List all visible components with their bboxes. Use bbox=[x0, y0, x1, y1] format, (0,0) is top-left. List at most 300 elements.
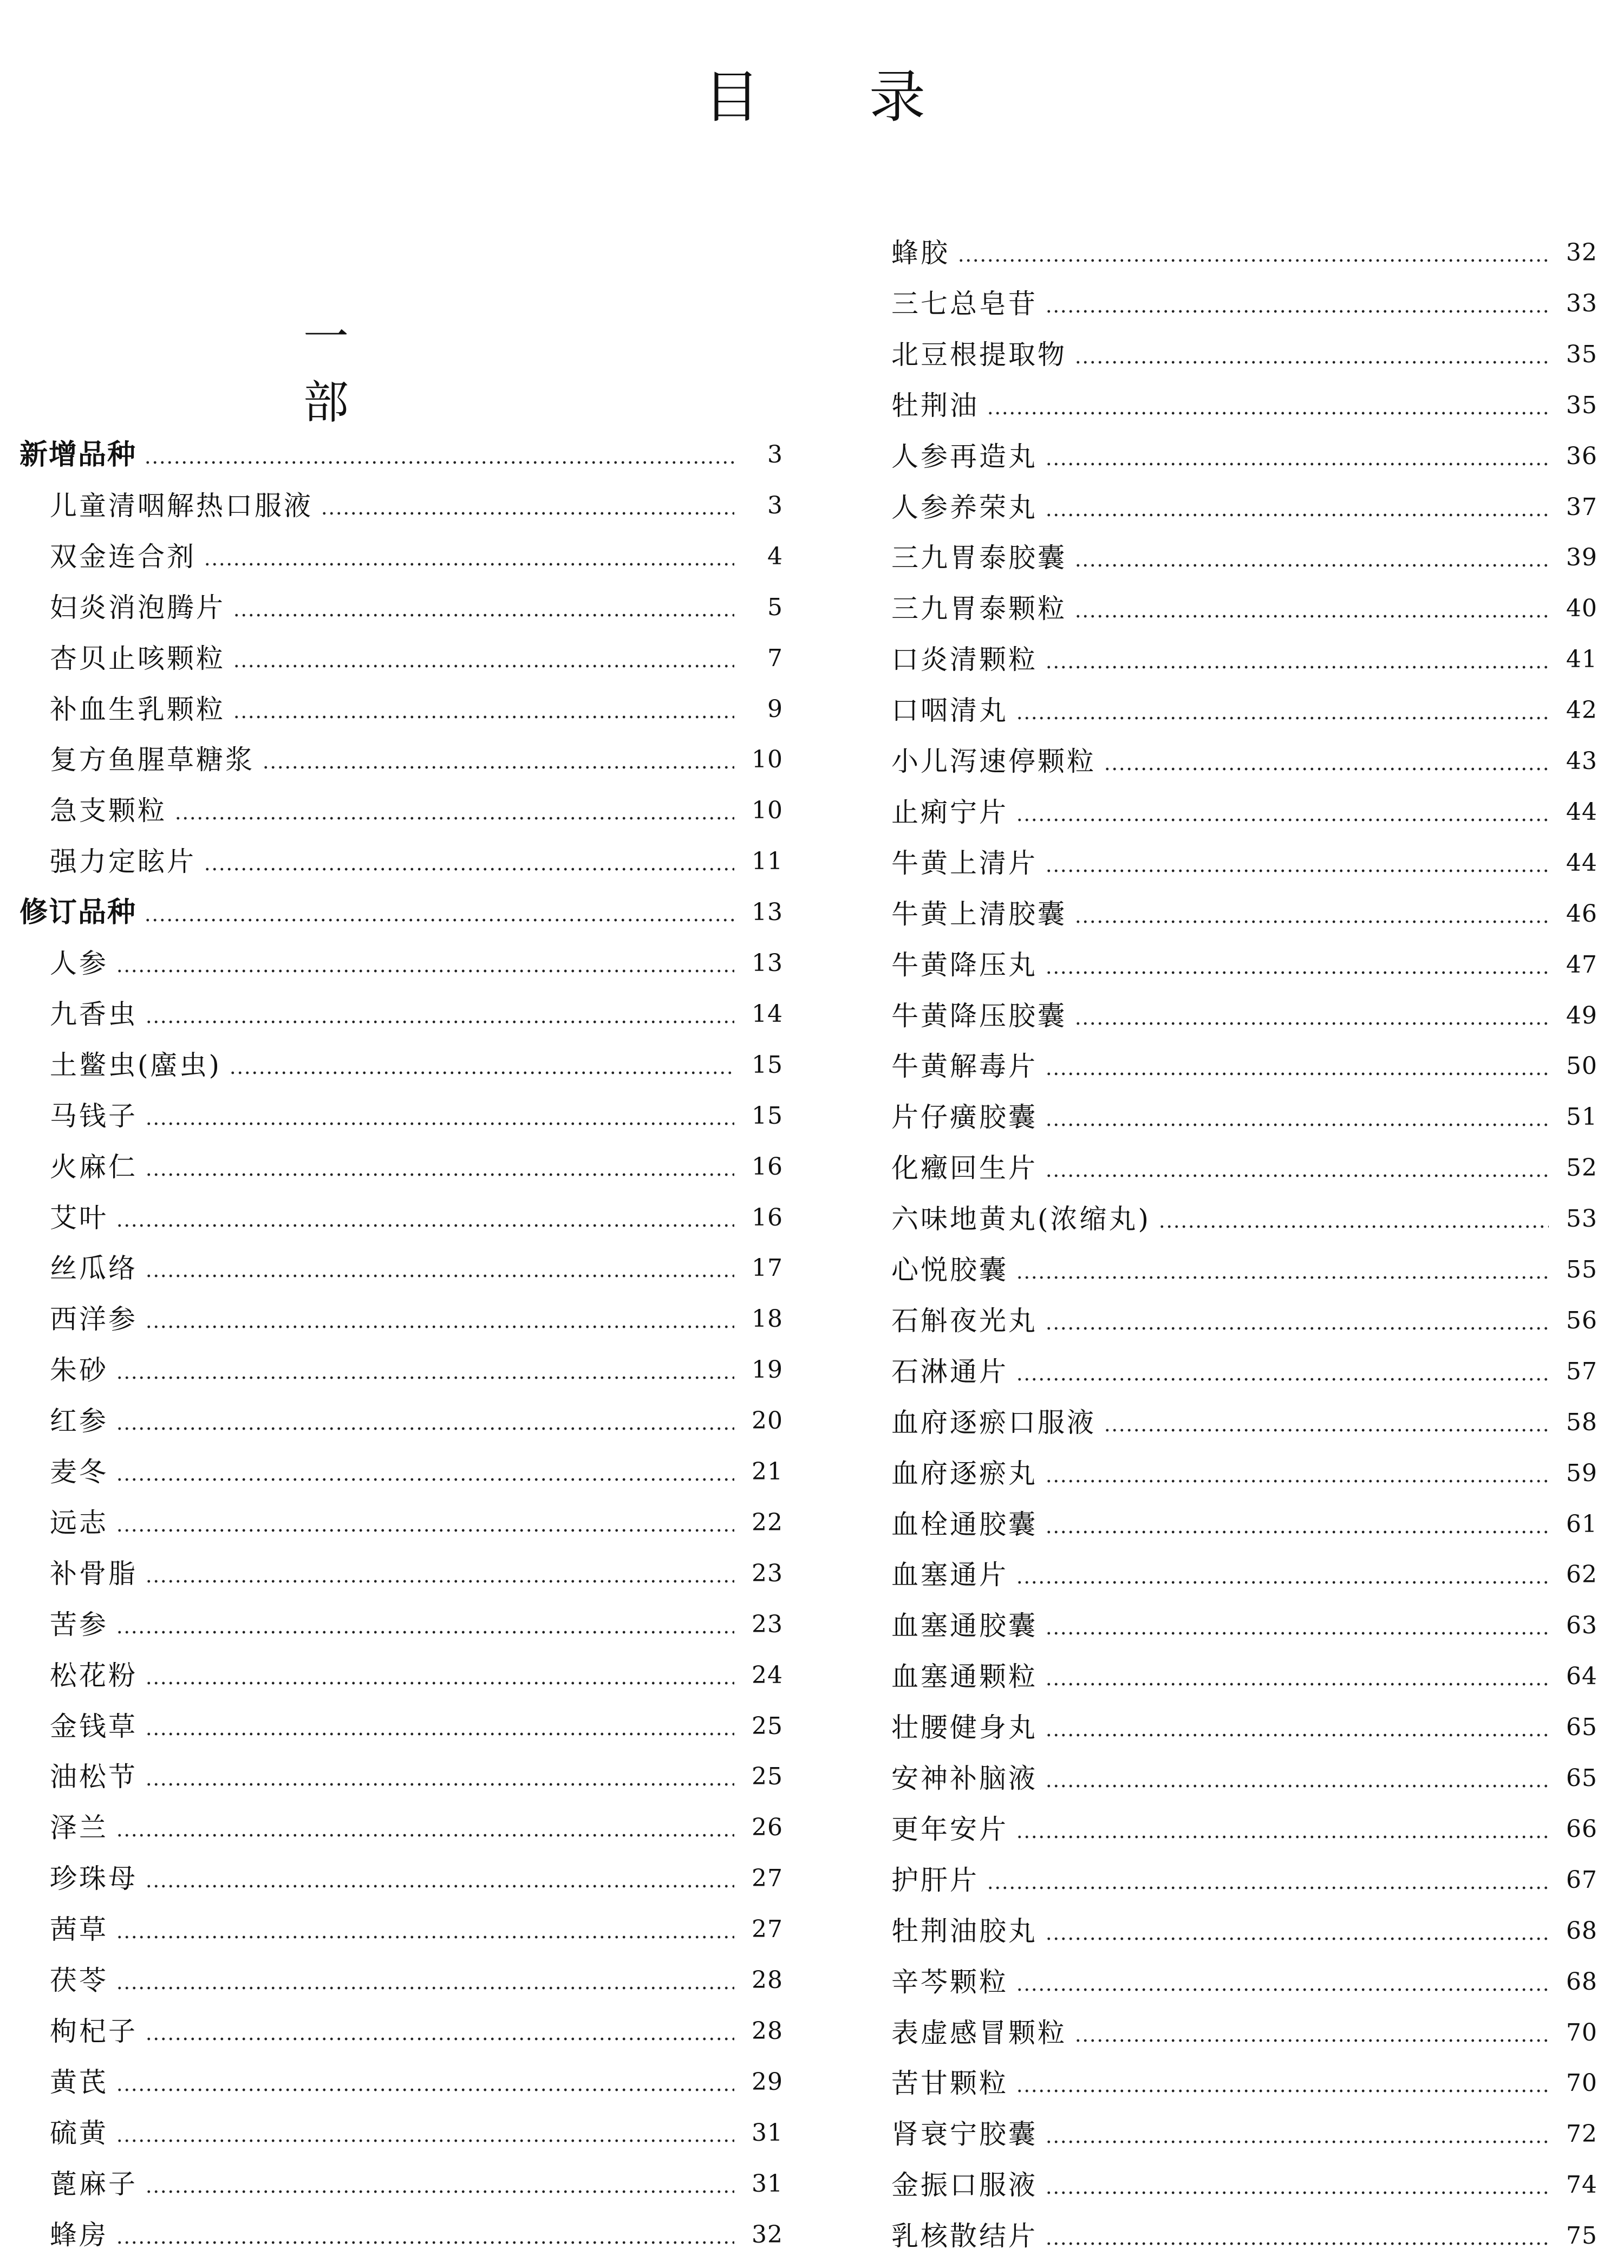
toc-leader-dots bbox=[145, 1732, 734, 1736]
page-title-char-1: 目 bbox=[703, 64, 761, 130]
toc-entry-label: 三七总皂苷 bbox=[891, 288, 1038, 320]
toc-page-number: 47 bbox=[1566, 950, 1597, 979]
toc-leader-dots bbox=[116, 2241, 734, 2244]
toc-entry[interactable] bbox=[19, 1199, 783, 1237]
toc-entry-label: 化癥回生片 bbox=[891, 1152, 1038, 1184]
toc-leader-dots bbox=[174, 817, 734, 820]
toc-entry-label: 黄芪 bbox=[50, 2066, 108, 2098]
toc-entry-label: 红参 bbox=[50, 1405, 108, 1437]
toc-entry-label: 口炎清颗粒 bbox=[891, 644, 1038, 676]
toc-entry[interactable] bbox=[19, 1860, 783, 1898]
toc-entry-label: 金振口服液 bbox=[891, 2169, 1038, 2201]
toc-page-number: 70 bbox=[1566, 2018, 1597, 2047]
toc-entry[interactable] bbox=[861, 2014, 1597, 2052]
toc-entry-label: 止痢宁片 bbox=[891, 796, 1008, 828]
toc-leader-dots bbox=[1016, 1988, 1549, 1991]
toc-entry-label: 血栓通胶囊 bbox=[891, 1508, 1038, 1540]
toc-entry[interactable] bbox=[19, 640, 783, 677]
toc-entry[interactable] bbox=[861, 2217, 1597, 2255]
toc-page-number: 43 bbox=[1566, 747, 1597, 775]
toc-page-number: 19 bbox=[752, 1356, 783, 1384]
toc-entry[interactable] bbox=[19, 2216, 783, 2254]
toc-entry-label: 急支颗粒 bbox=[50, 795, 167, 827]
toc-page-number: 75 bbox=[1566, 2222, 1597, 2250]
toc-leader-dots bbox=[1045, 2191, 1549, 2194]
toc-page-number: 56 bbox=[1566, 1306, 1597, 1334]
toc-page-number: 50 bbox=[1566, 1052, 1597, 1080]
toc-entry-label: 表虚感冒颗粒 bbox=[891, 2017, 1067, 2049]
toc-entry[interactable] bbox=[861, 844, 1597, 882]
toc-page-number: 27 bbox=[752, 1915, 783, 1944]
toc-entry[interactable] bbox=[19, 944, 783, 982]
toc-entry-label: 小儿泻速停颗粒 bbox=[891, 746, 1096, 777]
toc-leader-dots bbox=[1016, 818, 1549, 822]
toc-entry-label: 口咽清丸 bbox=[891, 695, 1008, 727]
page-title-char-2: 录 bbox=[869, 64, 927, 130]
toc-leader-dots bbox=[145, 1020, 734, 1024]
toc-page-number: 65 bbox=[1566, 1764, 1597, 1792]
toc-entry[interactable] bbox=[861, 793, 1597, 831]
toc-entry[interactable] bbox=[19, 1097, 783, 1135]
toc-page-number: 57 bbox=[1566, 1357, 1597, 1385]
toc-entry-label: 硫黄 bbox=[50, 2117, 108, 2149]
toc-entry[interactable] bbox=[861, 1709, 1597, 1746]
toc-entry-label: 补血生乳颗粒 bbox=[50, 693, 225, 725]
toc-entry-label: 复方鱼腥草糖浆 bbox=[50, 744, 255, 776]
toc-page-number: 41 bbox=[1566, 646, 1597, 674]
toc-leader-dots bbox=[145, 1580, 734, 1583]
toc-page-number: 36 bbox=[1566, 442, 1597, 470]
toc-leader-dots bbox=[957, 259, 1549, 262]
toc-leader-dots bbox=[1045, 1683, 1549, 1686]
toc-leader-dots bbox=[1045, 513, 1549, 517]
toc-page-number: 7 bbox=[767, 644, 783, 672]
toc-section-heading[interactable] bbox=[19, 894, 783, 931]
toc-entry-label: 西洋参 bbox=[50, 1304, 138, 1335]
toc-entry-label: 六味地黄丸(浓缩丸) bbox=[891, 1203, 1151, 1235]
toc-leader-dots bbox=[1074, 920, 1549, 923]
toc-leader-dots bbox=[1016, 2089, 1549, 2093]
toc-leader-dots bbox=[1045, 971, 1549, 974]
toc-entry-label: 更年安片 bbox=[891, 1813, 1008, 1845]
toc-leader-dots bbox=[233, 664, 734, 668]
toc-entry[interactable] bbox=[19, 1402, 783, 1440]
toc-page-number: 35 bbox=[1566, 340, 1597, 368]
toc-leader-dots bbox=[1045, 1480, 1549, 1483]
toc-page-number: 5 bbox=[767, 593, 783, 621]
toc-entry[interactable] bbox=[861, 895, 1597, 933]
toc-page-number: 14 bbox=[752, 1000, 783, 1028]
toc-page-number: 21 bbox=[752, 1458, 783, 1485]
toc-page-number: 66 bbox=[1566, 1815, 1597, 1843]
toc-page-number: 20 bbox=[752, 1407, 783, 1435]
toc-entry[interactable] bbox=[861, 1455, 1597, 1493]
toc-leader-dots bbox=[145, 1885, 734, 1888]
toc-leader-dots bbox=[1045, 1174, 1549, 1177]
toc-entry[interactable] bbox=[861, 1658, 1597, 1696]
toc-entry[interactable] bbox=[861, 387, 1597, 425]
toc-page-number: 32 bbox=[1566, 239, 1597, 266]
toc-entry-label: 新增品种 bbox=[19, 439, 137, 471]
toc-page-number: 13 bbox=[752, 949, 783, 977]
toc-entry-label: 牛黄上清片 bbox=[891, 847, 1038, 879]
toc-entry[interactable] bbox=[861, 488, 1597, 526]
toc-page-number: 3 bbox=[767, 441, 783, 468]
toc-leader-dots bbox=[1074, 1022, 1549, 1025]
toc-entry-label: 人参再造丸 bbox=[891, 440, 1038, 472]
toc-entry[interactable] bbox=[19, 589, 783, 627]
toc-entry[interactable] bbox=[19, 792, 783, 830]
toc-leader-dots bbox=[116, 1986, 734, 1990]
toc-leader-dots bbox=[1045, 1123, 1549, 1126]
toc-entry[interactable] bbox=[19, 1809, 783, 1847]
toc-entry[interactable] bbox=[19, 1249, 783, 1287]
toc-leader-dots bbox=[229, 1071, 734, 1074]
toc-entry[interactable] bbox=[861, 336, 1597, 374]
toc-page-number: 23 bbox=[752, 1610, 783, 1638]
toc-leader-dots bbox=[987, 1886, 1549, 1889]
toc-entry-label: 艾叶 bbox=[50, 1202, 108, 1234]
toc-page-number: 72 bbox=[1566, 2120, 1597, 2148]
toc-leader-dots bbox=[1045, 1072, 1549, 1076]
toc-entry-label: 双金连合剂 bbox=[50, 540, 196, 572]
toc-leader-dots bbox=[116, 969, 734, 973]
toc-entry[interactable] bbox=[19, 1300, 783, 1338]
toc-leader-dots bbox=[233, 614, 734, 617]
toc-page-number: 10 bbox=[752, 746, 783, 774]
toc-entry[interactable] bbox=[861, 2115, 1597, 2153]
toc-entry[interactable] bbox=[861, 946, 1597, 984]
toc-entry-label: 儿童清咽解热口服液 bbox=[50, 490, 313, 522]
toc-entry[interactable] bbox=[861, 2064, 1597, 2102]
toc-leader-dots bbox=[145, 1682, 734, 1685]
toc-leader-dots bbox=[1045, 1632, 1549, 1635]
toc-entry-label: 强力定眩片 bbox=[50, 846, 196, 878]
toc-entry-label: 乳核散结片 bbox=[891, 2220, 1038, 2252]
toc-entry-label: 牡荆油胶丸 bbox=[891, 1915, 1038, 1947]
toc-leader-dots bbox=[1074, 2039, 1549, 2042]
toc-page-number: 42 bbox=[1566, 696, 1597, 725]
toc-page-number: 25 bbox=[752, 1763, 783, 1791]
toc-entry-label: 蜂胶 bbox=[891, 237, 950, 269]
toc-page-number: 15 bbox=[752, 1102, 783, 1130]
toc-leader-dots bbox=[1074, 615, 1549, 618]
toc-leader-dots bbox=[1045, 1327, 1549, 1330]
toc-entry[interactable] bbox=[861, 2166, 1597, 2204]
toc-entry[interactable] bbox=[861, 285, 1597, 323]
toc-leader-dots bbox=[233, 715, 734, 719]
toc-page-number: 16 bbox=[752, 1203, 783, 1231]
toc-entry-label: 麦冬 bbox=[50, 1456, 108, 1488]
toc-page-number: 51 bbox=[1566, 1103, 1597, 1131]
toc-leader-dots bbox=[1158, 1225, 1549, 1228]
toc-entry[interactable] bbox=[19, 1504, 783, 1542]
toc-entry-label: 片仔癀胶囊 bbox=[891, 1102, 1038, 1133]
toc-entry-label: 朱砂 bbox=[50, 1354, 108, 1386]
toc-page-number: 10 bbox=[752, 797, 783, 825]
toc-page-number: 18 bbox=[752, 1305, 783, 1333]
toc-entry[interactable] bbox=[861, 590, 1597, 628]
toc-entry[interactable] bbox=[19, 741, 783, 779]
toc-page-number: 74 bbox=[1566, 2171, 1597, 2199]
toc-leader-dots bbox=[116, 1529, 734, 1532]
part-heading bbox=[303, 301, 520, 432]
toc-entry-label: 补骨脂 bbox=[50, 1557, 138, 1589]
toc-entry-label: 珍珠母 bbox=[50, 1863, 138, 1895]
toc-entry[interactable] bbox=[861, 1759, 1597, 1797]
toc-entry[interactable] bbox=[19, 995, 783, 1033]
part-heading-char-2: 部 bbox=[303, 376, 349, 429]
toc-page-number: 29 bbox=[752, 2068, 783, 2096]
toc-entry[interactable] bbox=[861, 1200, 1597, 1238]
toc-page-number: 3 bbox=[767, 491, 783, 519]
toc-leader-dots bbox=[116, 2088, 734, 2091]
toc-entry[interactable] bbox=[861, 1963, 1597, 2001]
toc-page-number: 44 bbox=[1566, 798, 1597, 826]
toc-entry-label: 人参养荣丸 bbox=[891, 491, 1038, 523]
toc-entry[interactable] bbox=[19, 538, 783, 576]
toc-entry[interactable] bbox=[19, 1453, 783, 1491]
toc-page-number: 32 bbox=[752, 2220, 783, 2249]
toc-page-number: 68 bbox=[1566, 1917, 1597, 1945]
toc-leader-dots bbox=[1074, 361, 1549, 364]
toc-entry-label: 金钱草 bbox=[50, 1710, 138, 1742]
toc-leader-dots bbox=[1045, 1784, 1549, 1788]
toc-entry[interactable] bbox=[861, 1861, 1597, 1899]
toc-page-number: 4 bbox=[767, 542, 783, 570]
toc-leader-dots bbox=[116, 1224, 734, 1227]
toc-page-number: 68 bbox=[1566, 1967, 1597, 1996]
toc-page-number: 23 bbox=[752, 1559, 783, 1587]
toc-entry[interactable] bbox=[19, 1911, 783, 1948]
toc-leader-dots bbox=[1104, 767, 1549, 771]
toc-leader-dots bbox=[145, 1173, 734, 1176]
toc-leader-dots bbox=[1045, 1530, 1549, 1534]
toc-leader-dots bbox=[145, 1783, 734, 1786]
toc-page-number: 37 bbox=[1566, 493, 1597, 521]
toc-page-number: 46 bbox=[1566, 900, 1597, 928]
toc-page-number: 65 bbox=[1566, 1713, 1597, 1742]
toc-page-number: 59 bbox=[1566, 1459, 1597, 1487]
toc-page-number: 52 bbox=[1566, 1154, 1597, 1182]
toc-page-number: 17 bbox=[752, 1254, 783, 1282]
toc-leader-dots bbox=[1045, 2242, 1549, 2245]
toc-entry[interactable] bbox=[861, 438, 1597, 475]
toc-leader-dots bbox=[1045, 462, 1549, 466]
toc-page-number: 11 bbox=[752, 848, 783, 876]
toc-entry[interactable] bbox=[861, 742, 1597, 780]
toc-page-number: 63 bbox=[1566, 1612, 1597, 1640]
toc-leader-dots bbox=[144, 918, 734, 922]
toc-entry-label: 人参 bbox=[50, 948, 108, 979]
toc-leader-dots bbox=[145, 1122, 734, 1125]
toc-leader-dots bbox=[1016, 1581, 1549, 1584]
toc-leader-dots bbox=[1045, 2140, 1549, 2143]
toc-entry-label: 北豆根提取物 bbox=[891, 338, 1067, 370]
toc-leader-dots bbox=[116, 2139, 734, 2142]
toc-page-number: 33 bbox=[1566, 289, 1597, 317]
toc-entry[interactable] bbox=[861, 641, 1597, 679]
toc-page-number: 61 bbox=[1566, 1510, 1597, 1538]
toc-entry[interactable] bbox=[19, 2114, 783, 2152]
toc-entry-label: 牛黄降压胶囊 bbox=[891, 1000, 1067, 1032]
toc-entry[interactable] bbox=[861, 1607, 1597, 1645]
toc-leader-dots bbox=[262, 766, 734, 769]
toc-entry-label: 火麻仁 bbox=[50, 1151, 138, 1183]
toc-entry-label: 油松节 bbox=[50, 1761, 138, 1793]
toc-leader-dots bbox=[1016, 716, 1549, 720]
toc-section-heading[interactable] bbox=[19, 436, 783, 474]
toc-entry-label: 牛黄降压丸 bbox=[891, 949, 1038, 981]
toc-page-number: 13 bbox=[752, 898, 783, 927]
toc-page-number: 26 bbox=[752, 1814, 783, 1842]
toc-entry-label: 肾衰宁胶囊 bbox=[891, 2119, 1038, 2150]
toc-entry-label: 三九胃泰胶囊 bbox=[891, 542, 1067, 574]
toc-entry[interactable] bbox=[19, 1606, 783, 1644]
toc-leader-dots bbox=[1074, 564, 1549, 567]
toc-entry[interactable] bbox=[19, 1961, 783, 1999]
toc-entry[interactable] bbox=[19, 843, 783, 881]
toc-page-number: 44 bbox=[1566, 849, 1597, 877]
toc-entry-label: 血塞通颗粒 bbox=[891, 1661, 1038, 1693]
toc-leader-dots bbox=[1045, 310, 1549, 313]
toc-page-number: 53 bbox=[1566, 1205, 1597, 1233]
toc-entry[interactable] bbox=[861, 1556, 1597, 1594]
toc-entry-label: 血府逐瘀口服液 bbox=[891, 1406, 1096, 1438]
toc-page-number: 27 bbox=[752, 1865, 783, 1893]
toc-entry-label: 远志 bbox=[50, 1507, 108, 1539]
toc-entry-label: 蓖麻子 bbox=[50, 2168, 138, 2200]
toc-page-number: 31 bbox=[752, 2169, 783, 2198]
toc-page-number: 39 bbox=[1566, 544, 1597, 572]
toc-page-number: 55 bbox=[1566, 1256, 1597, 1283]
toc-entry[interactable] bbox=[861, 692, 1597, 729]
toc-entry[interactable] bbox=[19, 1707, 783, 1745]
toc-page-number: 62 bbox=[1566, 1561, 1597, 1589]
toc-leader-dots bbox=[1016, 1378, 1549, 1381]
toc-leader-dots bbox=[1104, 1429, 1549, 1432]
toc-leader-dots bbox=[1016, 1835, 1549, 1839]
toc-page-number: 28 bbox=[752, 1966, 783, 1994]
toc-leader-dots bbox=[145, 1325, 734, 1328]
toc-entry[interactable] bbox=[861, 1404, 1597, 1442]
toc-entry[interactable] bbox=[861, 1912, 1597, 1950]
toc-leader-dots bbox=[204, 563, 734, 566]
toc-entry[interactable] bbox=[861, 1098, 1597, 1136]
toc-page-number: 35 bbox=[1566, 391, 1597, 419]
toc-entry-label: 石斛夜光丸 bbox=[891, 1305, 1038, 1337]
toc-leader-dots bbox=[116, 1427, 734, 1430]
toc-entry[interactable] bbox=[19, 1555, 783, 1593]
toc-leader-dots bbox=[145, 1274, 734, 1278]
toc-page-number: 40 bbox=[1566, 595, 1597, 623]
toc-entry-label: 石淋通片 bbox=[891, 1355, 1008, 1387]
toc-entry[interactable] bbox=[19, 487, 783, 525]
toc-page-number: 22 bbox=[752, 1508, 783, 1536]
toc-entry[interactable] bbox=[861, 234, 1597, 272]
toc-entry[interactable] bbox=[19, 2063, 783, 2101]
toc-page-number: 25 bbox=[752, 1712, 783, 1740]
toc-entry[interactable] bbox=[861, 1149, 1597, 1187]
toc-entry-label: 泽兰 bbox=[50, 1812, 108, 1844]
toc-entry-label: 苦甘颗粒 bbox=[891, 2068, 1008, 2100]
toc-page-number: 28 bbox=[752, 2017, 783, 2045]
toc-entry[interactable] bbox=[19, 690, 783, 728]
toc-entry[interactable] bbox=[861, 1810, 1597, 1848]
toc-entry-label: 护肝片 bbox=[891, 1864, 979, 1896]
toc-entry-label: 壮腰健身丸 bbox=[891, 1712, 1038, 1744]
toc-entry-label: 妇炎消泡腾片 bbox=[50, 591, 225, 623]
toc-page-number: 31 bbox=[752, 2119, 783, 2147]
toc-leader-dots bbox=[145, 2037, 734, 2041]
toc-entry-label: 心悦胶囊 bbox=[891, 1254, 1008, 1286]
toc-page-number: 24 bbox=[752, 1661, 783, 1689]
toc-entry-label: 牛黄解毒片 bbox=[891, 1051, 1038, 1083]
toc-entry-label: 杏贝止咳颗粒 bbox=[50, 642, 225, 674]
toc-entry[interactable] bbox=[19, 1351, 783, 1389]
toc-entry[interactable] bbox=[861, 1353, 1597, 1391]
toc-leader-dots bbox=[116, 1478, 734, 1481]
toc-page-number: 16 bbox=[752, 1152, 783, 1181]
toc-entry-label: 枸杞子 bbox=[50, 2015, 138, 2047]
toc-leader-dots bbox=[145, 2190, 734, 2193]
toc-entry[interactable] bbox=[861, 539, 1597, 577]
toc-entry[interactable] bbox=[861, 997, 1597, 1035]
toc-entry-label: 松花粉 bbox=[50, 1659, 138, 1691]
toc-leader-dots bbox=[321, 512, 734, 515]
toc-leader-dots bbox=[987, 412, 1549, 415]
toc-entry[interactable] bbox=[861, 1302, 1597, 1340]
toc-leader-dots bbox=[1045, 869, 1549, 872]
toc-leader-dots bbox=[116, 1376, 734, 1379]
toc-entry-label: 九香虫 bbox=[50, 998, 138, 1030]
toc-leader-dots bbox=[1045, 1733, 1549, 1737]
toc-entry[interactable] bbox=[861, 1047, 1597, 1085]
toc-page-number: 58 bbox=[1566, 1408, 1597, 1436]
toc-leader-dots bbox=[116, 1834, 734, 1837]
toc-entry-label: 血府逐瘀丸 bbox=[891, 1457, 1038, 1489]
toc-page-number: 64 bbox=[1566, 1663, 1597, 1691]
toc-entry[interactable] bbox=[19, 2012, 783, 2050]
toc-entry[interactable] bbox=[19, 2165, 783, 2203]
toc-entry-label: 土鳖虫(䗪虫) bbox=[50, 1049, 222, 1081]
toc-page-number: 67 bbox=[1566, 1866, 1597, 1894]
toc-entry-label: 血塞通片 bbox=[891, 1559, 1008, 1591]
toc-entry-label: 牡荆油 bbox=[891, 389, 979, 421]
toc-entry[interactable] bbox=[861, 1251, 1597, 1289]
toc-entry-label: 辛芩颗粒 bbox=[891, 1966, 1008, 1998]
part-heading-char-1: 一 bbox=[303, 310, 349, 363]
toc-entry-label: 丝瓜络 bbox=[50, 1253, 138, 1285]
toc-leader-dots bbox=[1045, 1937, 1549, 1940]
toc-entry[interactable] bbox=[19, 1657, 783, 1695]
toc-page-number: 9 bbox=[767, 695, 783, 723]
toc-entry[interactable] bbox=[19, 1758, 783, 1796]
toc-entry-label: 血塞通胶囊 bbox=[891, 1610, 1038, 1642]
toc-page-number: 15 bbox=[752, 1051, 783, 1079]
toc-entry-label: 马钱子 bbox=[50, 1100, 138, 1132]
toc-leader-dots bbox=[144, 461, 734, 464]
toc-entry-label: 苦参 bbox=[50, 1608, 108, 1640]
toc-entry-label: 茯苓 bbox=[50, 1965, 108, 1996]
toc-page-number: 70 bbox=[1566, 2069, 1597, 2097]
toc-entry[interactable] bbox=[861, 1506, 1597, 1543]
toc-entry-label: 牛黄上清胶囊 bbox=[891, 898, 1067, 930]
toc-entry[interactable] bbox=[19, 1148, 783, 1186]
toc-entry[interactable] bbox=[19, 1046, 783, 1084]
toc-leader-dots bbox=[1045, 666, 1549, 669]
toc-entry-label: 茜草 bbox=[50, 1914, 108, 1946]
